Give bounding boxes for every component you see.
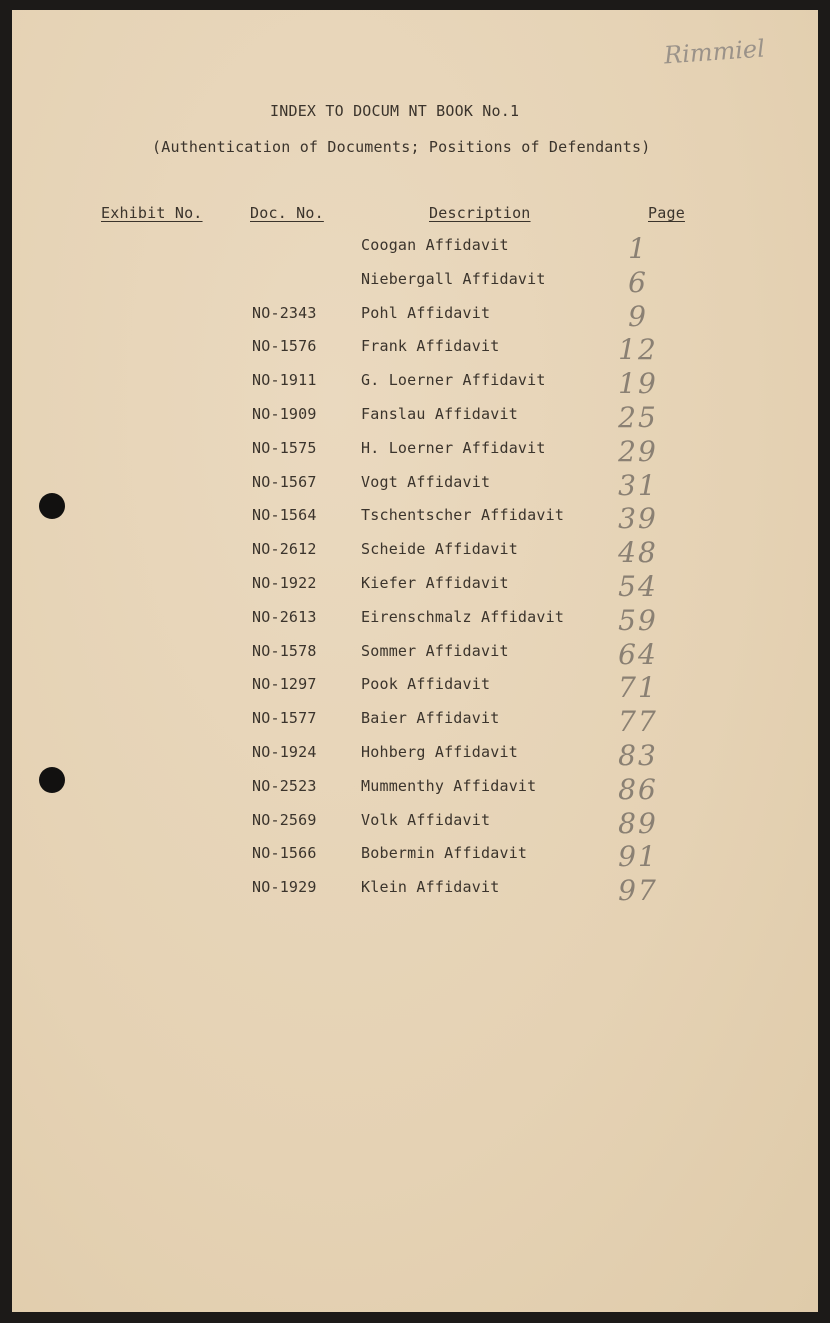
- doc-number: NO-1924: [252, 742, 317, 761]
- page-number: 29: [618, 434, 658, 468]
- doc-number: NO-1567: [252, 472, 317, 491]
- table-row: [12, 806, 818, 845]
- handwritten-signature: Rimmiel: [663, 34, 766, 70]
- description: Klein Affidavit: [361, 878, 500, 897]
- description: Kiefer Affidavit: [361, 573, 509, 592]
- description: Sommer Affidavit: [361, 641, 509, 660]
- page-number: 71: [618, 671, 658, 705]
- doc-number: NO-1577: [252, 709, 317, 728]
- table-row: [12, 738, 818, 777]
- description: Fanslau Affidavit: [361, 404, 518, 423]
- table-row: [12, 705, 818, 743]
- index-table: [12, 232, 818, 912]
- page-number: 54: [618, 569, 658, 603]
- page-number: 64: [618, 637, 658, 671]
- doc-number: NO-1564: [252, 506, 317, 525]
- page-number: 59: [618, 603, 658, 637]
- page-number: 12: [618, 333, 658, 367]
- table-row: [12, 434, 818, 473]
- doc-number: NO-1576: [252, 337, 317, 356]
- table-row: [12, 671, 818, 709]
- table-row: [12, 772, 818, 811]
- description: Niebergall Affidavit: [361, 269, 546, 288]
- doc-number: NO-1922: [252, 573, 317, 592]
- page-number: 6: [628, 265, 648, 299]
- description: Pook Affidavit: [361, 675, 491, 694]
- document-subtitle: (Authentication of Documents; Positions of Defendants): [152, 138, 651, 156]
- table-row: [12, 468, 818, 507]
- page-number: 91: [618, 840, 658, 874]
- description: Tschentscher Affidavit: [361, 506, 565, 525]
- page-number: 9: [628, 299, 648, 333]
- description: Vogt Affidavit: [361, 472, 491, 491]
- doc-number: NO-1575: [252, 438, 317, 457]
- page-number: 31: [618, 468, 658, 502]
- table-row: [12, 400, 818, 439]
- table-row: [12, 502, 818, 540]
- page-number: 89: [618, 806, 658, 840]
- doc-number: NO-1297: [252, 675, 317, 694]
- description: Bobermin Affidavit: [361, 844, 528, 863]
- table-row: [12, 536, 818, 574]
- doc-number: NO-1909: [252, 404, 317, 423]
- doc-number: NO-1929: [252, 878, 317, 897]
- column-header-description: Description: [429, 204, 531, 222]
- table-row: [12, 333, 818, 371]
- description: Frank Affidavit: [361, 337, 500, 356]
- column-header-exhibit: Exhibit No.: [101, 204, 203, 222]
- page-number: 77: [618, 705, 658, 739]
- doc-number: NO-1566: [252, 844, 317, 863]
- description: Coogan Affidavit: [361, 236, 509, 254]
- doc-number: NO-2613: [252, 607, 317, 626]
- description: H. Loerner Affidavit: [361, 438, 546, 457]
- doc-number: NO-1911: [252, 371, 317, 390]
- description: G. Loerner Affidavit: [361, 371, 546, 390]
- column-header-page: Page: [648, 204, 685, 222]
- page-number: 83: [618, 738, 658, 772]
- table-row: [12, 265, 818, 304]
- page-number: 39: [618, 502, 658, 536]
- table-row: [12, 232, 818, 270]
- page-number: 25: [618, 400, 658, 434]
- doc-number: NO-2523: [252, 776, 317, 795]
- description: Eirenschmalz Affidavit: [361, 607, 565, 626]
- column-header-doc: Doc. No.: [250, 204, 324, 222]
- doc-number: NO-2612: [252, 540, 317, 559]
- table-row: [12, 840, 818, 878]
- doc-number: NO-2343: [252, 303, 317, 322]
- page-number: 97: [618, 874, 658, 908]
- description: Pohl Affidavit: [361, 303, 491, 322]
- page-number: 86: [618, 772, 658, 806]
- document-page: [12, 10, 818, 1312]
- document-title: INDEX TO DOCUM NT BOOK No.1: [270, 102, 520, 120]
- table-row: [12, 637, 818, 676]
- table-row: [12, 299, 818, 338]
- table-row: [12, 367, 818, 405]
- description: Volk Affidavit: [361, 810, 491, 829]
- table-row: [12, 874, 818, 912]
- table-row: [12, 603, 818, 642]
- page-number: 1: [628, 232, 648, 265]
- doc-number: NO-2569: [252, 810, 317, 829]
- page-number: 19: [618, 367, 658, 401]
- description: Scheide Affidavit: [361, 540, 518, 559]
- description: Baier Affidavit: [361, 709, 500, 728]
- table-row: [12, 569, 818, 608]
- page-number: 48: [618, 536, 658, 570]
- description: Hohberg Affidavit: [361, 742, 518, 761]
- doc-number: NO-1578: [252, 641, 317, 660]
- description: Mummenthy Affidavit: [361, 776, 537, 795]
